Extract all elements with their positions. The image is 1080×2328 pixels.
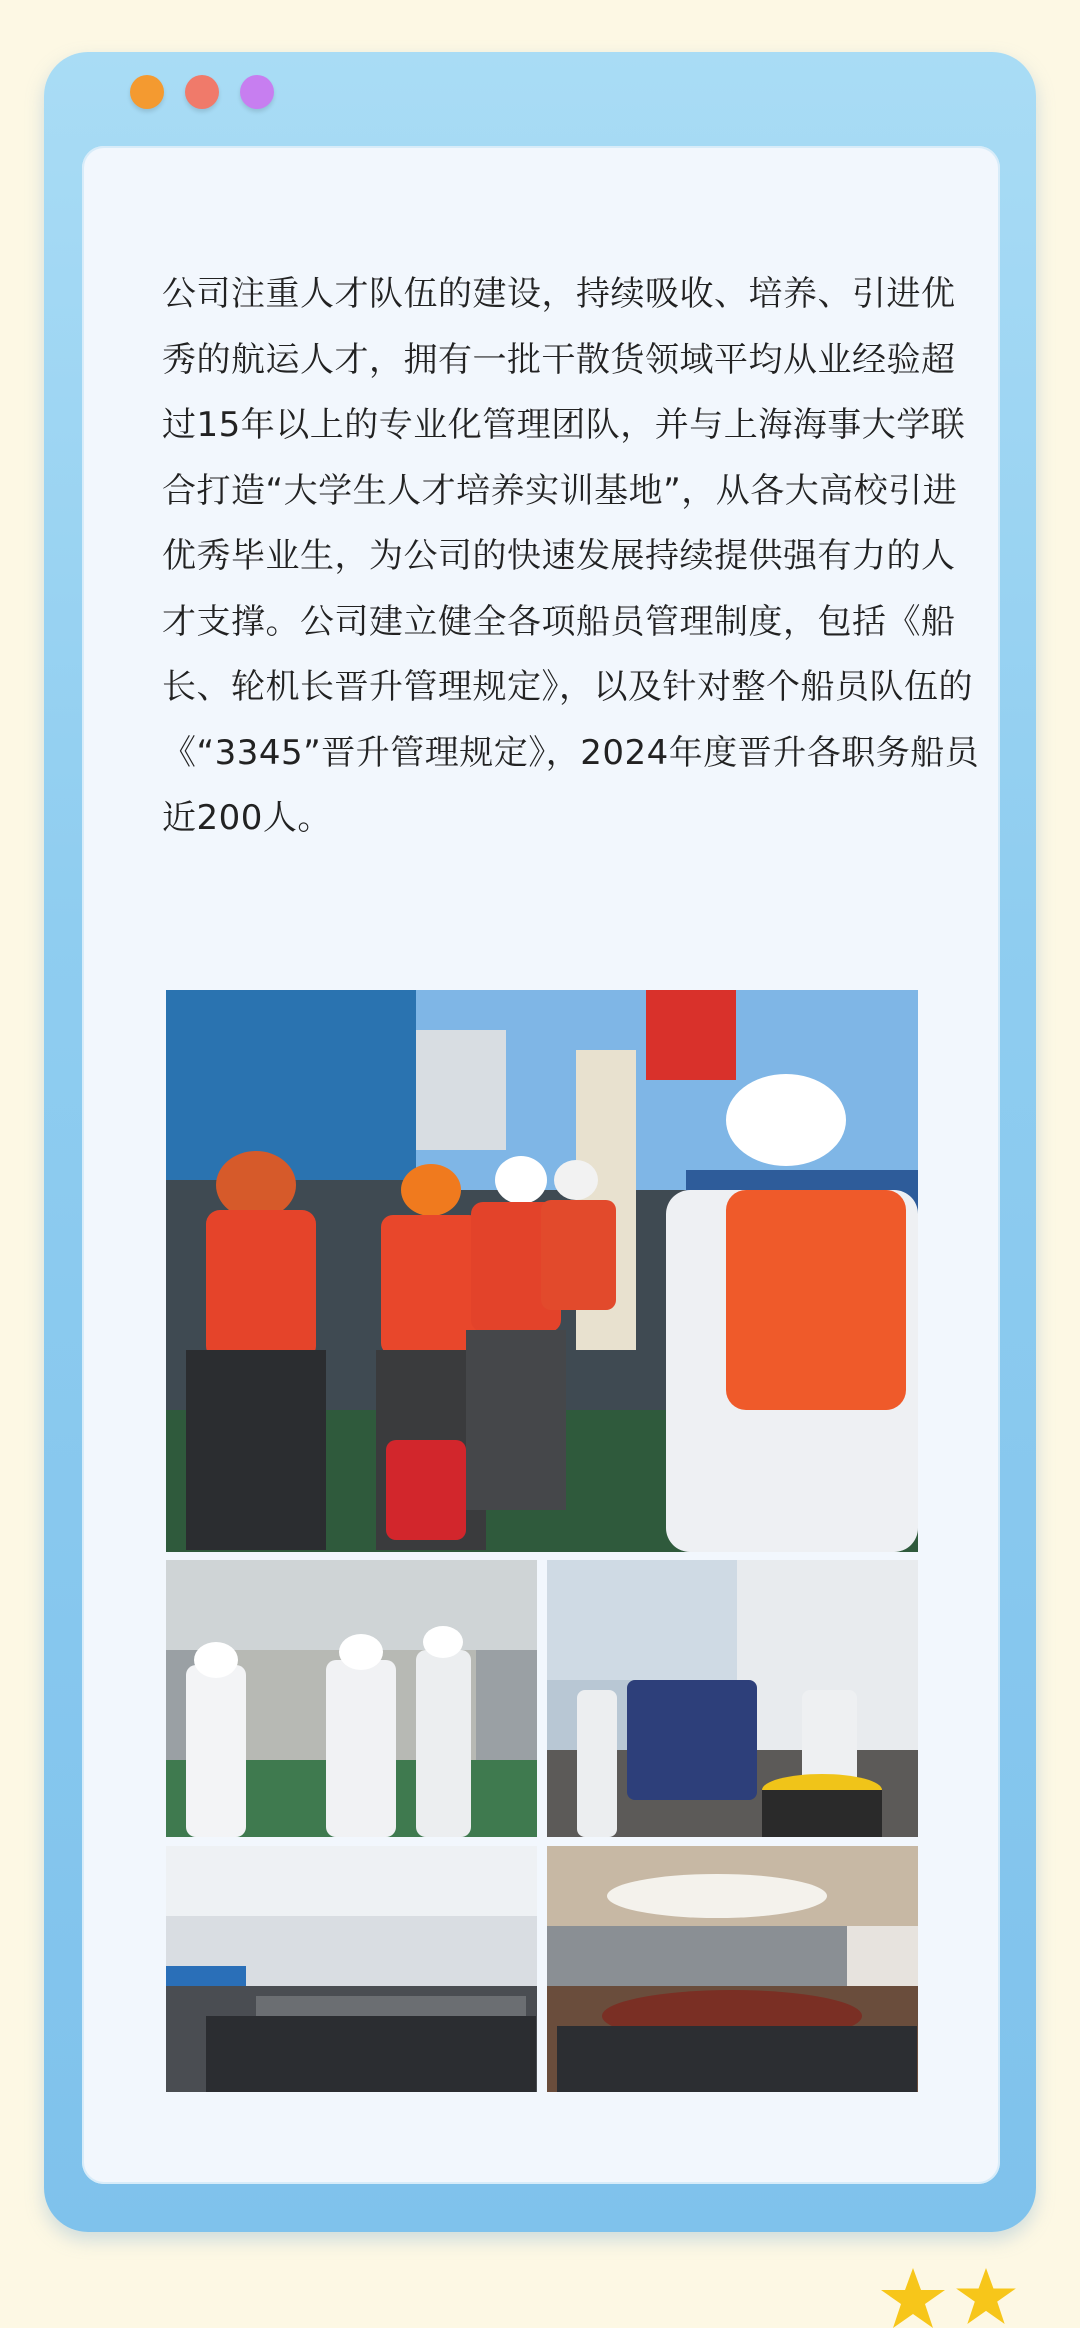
- window-dot-orange-icon: [130, 75, 164, 109]
- photo-crew-drill: [166, 990, 918, 1552]
- star-icon: [950, 2268, 1022, 2324]
- photo-crew-lineup: [547, 1560, 918, 1837]
- article-paragraph: 公司注重人才队伍的建设，持续吸收、培养、引进优秀的航运人才，拥有一批干散货领域平均从业经验超过15年以上的专业化管理团队，并与上海海事大学联合打造“大学生人才培养实训基地”，从各大高校引进优秀毕业生，为公司的快速发展持续提供强有力的人才支撑。公司建立健全各项船员管理制度，包括《船长、轮机长晋升管理规定》，以及针对整个船员队伍的《“3345”晋升管理规定》，2024年度晋升各职务船员近200人。: [162, 274, 980, 838]
- photo-engine-room: [166, 1560, 537, 1837]
- star-icon: [880, 2268, 946, 2328]
- window-dot-purple-icon: [240, 75, 274, 109]
- photo-meeting-room: [166, 1846, 537, 2092]
- photo-conference-table: [547, 1846, 918, 2092]
- window-dot-red-icon: [185, 75, 219, 109]
